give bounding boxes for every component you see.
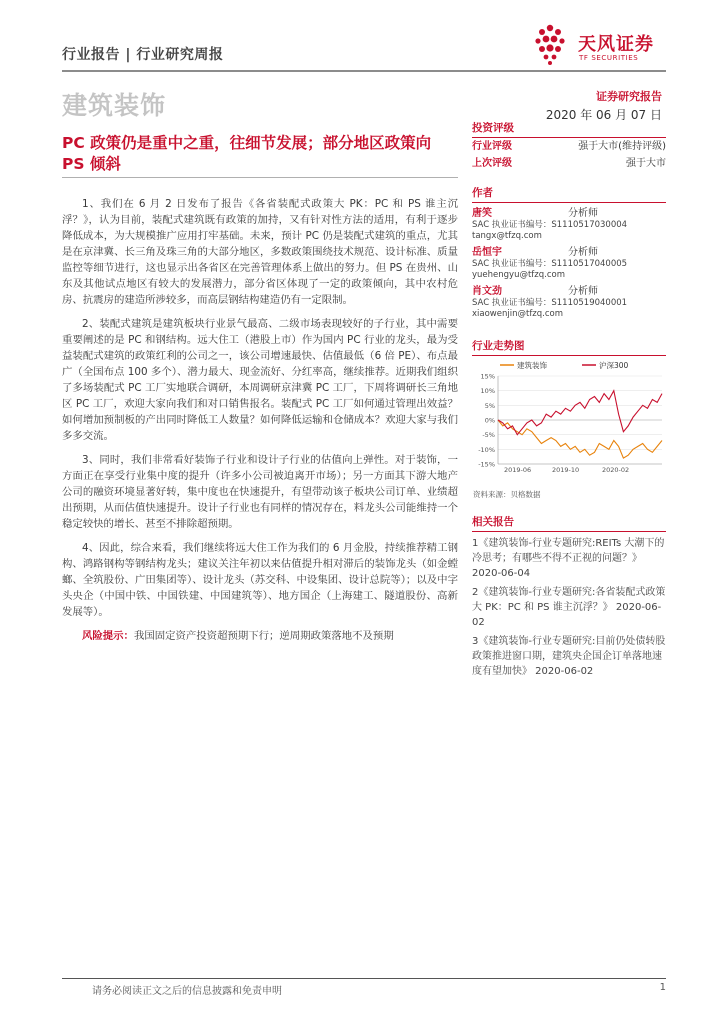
author-entry — [472, 285, 666, 320]
rating-value: 强于大市 — [626, 158, 666, 169]
author-role: 分析师 — [568, 286, 598, 297]
author-role: 分析师 — [568, 208, 598, 219]
author-email[interactable]: tangx@tfzq.com — [472, 231, 542, 241]
author-license: SAC 执业证书编号：S1110517030004 — [472, 220, 628, 230]
y-tick-label: 0% — [484, 416, 495, 425]
risk-warning — [62, 628, 458, 644]
chart-source: 资料来源：贝格数据 — [473, 490, 541, 499]
body-paragraph-3: 3、同时，我们非常看好装饰子行业和设计子行业的估值向上弹性。对于装饰，一方面正在享受行业集中度的提升（许多小公司被迫离开市场）；另一方面其下游大地产公司的融资环境显著好转，集中度也在快速提升，有望带动该子板块公司订单、业绩超出预期，从而估值快速提升。设计子行业也有同样的情况存在，料龙头公司能维持一个稳定较快的增长、甚至不排除超预期。 — [62, 454, 458, 530]
y-tick-label: 15% — [480, 372, 495, 381]
rating-panel — [472, 120, 666, 172]
author-role: 分析师 — [568, 247, 598, 258]
author-email[interactable]: yuehengyu@tfzq.com — [472, 270, 566, 280]
trend-heading: 行业走势图 — [472, 338, 666, 356]
author-entry — [472, 246, 666, 281]
legend-label: 建筑装饰 — [517, 361, 547, 370]
author-license: SAC 执业证书编号：S1110519040001 — [472, 298, 628, 308]
industry-title: 建筑装饰 — [62, 91, 167, 120]
report-body — [62, 196, 458, 644]
report-date: 2020 年 06 月 07 日 — [545, 108, 662, 122]
risk-label: 风险提示： — [82, 630, 134, 642]
author-entry — [472, 207, 666, 242]
related-report-item[interactable]: 1《建筑装饰-行业专题研究:REITs 大潮下的冷思考；有哪些不得不正视的问题？》 2020-06-04 — [472, 538, 665, 579]
series-line — [498, 420, 662, 458]
body-paragraph-2: 2、装配式建筑是建筑板块行业景气最高、二级市场表现较好的子行业，其中需要重要阐述的是 PC 和钢结构。远大住工（港股上市）作为国内 PC 行业的龙头，最为受益装配式建筑的政策红利的公司之一，该公司增速最快、估值最低（6 倍 PE）、布点最广（全国布点 100 多个）、潜力最大、现金流好、分红率高，继续推荐。近期我们组织了多场装配式 PC 工厂实地联合调研，本周调研京津冀 PC 工厂，下周将调研长三角地区 PC 工厂，欢迎大家向我们和对口销售报名。装配式 PC 工厂如何通过管理出效益？如何增加预制板的产出同时降低工人数量？如何降低运输和仓储成本？欢迎大家与我们多多交流。 — [62, 318, 458, 442]
authors-heading: 作者 — [472, 185, 666, 203]
rating-key: 上次评级 — [472, 158, 512, 169]
report-type-label: 行业报告 | 行业研究周报 — [62, 47, 224, 63]
y-tick-label: 5% — [484, 401, 495, 410]
body-paragraph-4: 4、因此，综合来看，我们继续将远大住工作为我们的 6 月金股，持续推荐精工钢构、鸿路钢构等钢结构龙头；建议关注年初以来估值提升相对滞后的装饰龙头（如金螳螂、全筑股份、广田集团等）、设计龙头（苏交科、中设集团、设计总院等）；以及中字头央企（中国中铁、中国铁建、中国建筑等）、地方国企（上海建工、隧道股份、高新发展等）。 — [62, 542, 458, 618]
tf-logo-icon — [530, 22, 570, 66]
author-name: 唐笑 — [472, 208, 492, 219]
x-tick-label: 2019-10 — [552, 466, 580, 474]
logo-chinese-name: 天风证券 — [578, 34, 654, 55]
rating-key: 行业评级 — [472, 141, 512, 152]
rating-value: 强于大市(维持评级) — [578, 141, 666, 152]
rating-row — [472, 156, 666, 172]
author-license: SAC 执业证书编号：S1110517040005 — [472, 259, 628, 269]
logo-english-name: TF SECURITIES — [579, 54, 639, 62]
related-heading: 相关报告 — [472, 514, 666, 532]
industry-trend-chart — [472, 356, 666, 486]
related-report-item[interactable]: 3《建筑装饰-行业专题研究:目前仍处债转股政策推进窗口期，建筑央企国企订单落地速度有望加快》 2020-06-02 — [472, 636, 666, 677]
x-tick-label: 2019-06 — [504, 466, 532, 474]
related-report-item[interactable]: 2《建筑装饰-行业专题研究:各省装配式政策大 PK：PC 和 PS 谁主沉浮？》 2020-06-02 — [472, 587, 666, 628]
company-logo — [530, 22, 680, 66]
series-line — [498, 391, 662, 435]
rating-heading: 投资评级 — [472, 120, 666, 138]
report-main-title: PC 政策仍是重中之重，往细节发展；部分地区政策向 PS 倾斜 — [62, 134, 432, 173]
body-paragraph-1: 1、我们在 6 月 2 日发布了报告《各省装配式政策大 PK：PC 和 PS 谁主沉浮？》，认为目前，装配式建筑既有政策的加持，又有针对性方法的适用，有利于逐步降低成本，为大规模推广应用打牢基础。未来，预计 PC 仍是装配式建筑的重点，尤其是在京津冀、长三角及珠三角的大部分地区，多数政策围绕技术规范、设计标准、质量监控等细节进行，这也显示出各省区在完善管理体系上做出的努力。但 PS 在贵州、山东及其他试点地区有较大的发展潜力，部分省区体现了一定的政策倾向，其中农村危房、抗震房的建造所涉较多，而高层钢结构建造仍有一定限制。 — [62, 198, 458, 306]
legend-label: 沪深300 — [599, 361, 629, 370]
related-reports-panel — [472, 514, 666, 679]
x-tick-label: 2020-02 — [602, 466, 630, 474]
disclaimer-text: 请务必阅读正文之后的信息披露和免责申明 — [92, 986, 282, 997]
risk-text: 我国固定资产投资超预期下行；逆周期政策落地不及预期 — [133, 630, 394, 642]
author-name: 岳恒宇 — [472, 247, 502, 258]
page-number: 1 — [659, 982, 666, 993]
trend-panel — [472, 338, 666, 356]
y-tick-label: -5% — [482, 431, 495, 440]
y-tick-label: -10% — [478, 445, 495, 454]
y-tick-label: 10% — [480, 387, 495, 396]
authors-panel — [472, 185, 666, 320]
footer-divider — [62, 978, 666, 979]
rating-row — [472, 139, 666, 155]
report-kind-label: 证券研究报告 — [596, 90, 662, 103]
y-tick-label: -15% — [478, 460, 495, 469]
author-email[interactable]: xiaowenjin@tfzq.com — [472, 309, 564, 319]
title-divider — [62, 177, 458, 178]
header-divider — [62, 70, 666, 72]
author-name: 肖文劲 — [472, 286, 502, 297]
